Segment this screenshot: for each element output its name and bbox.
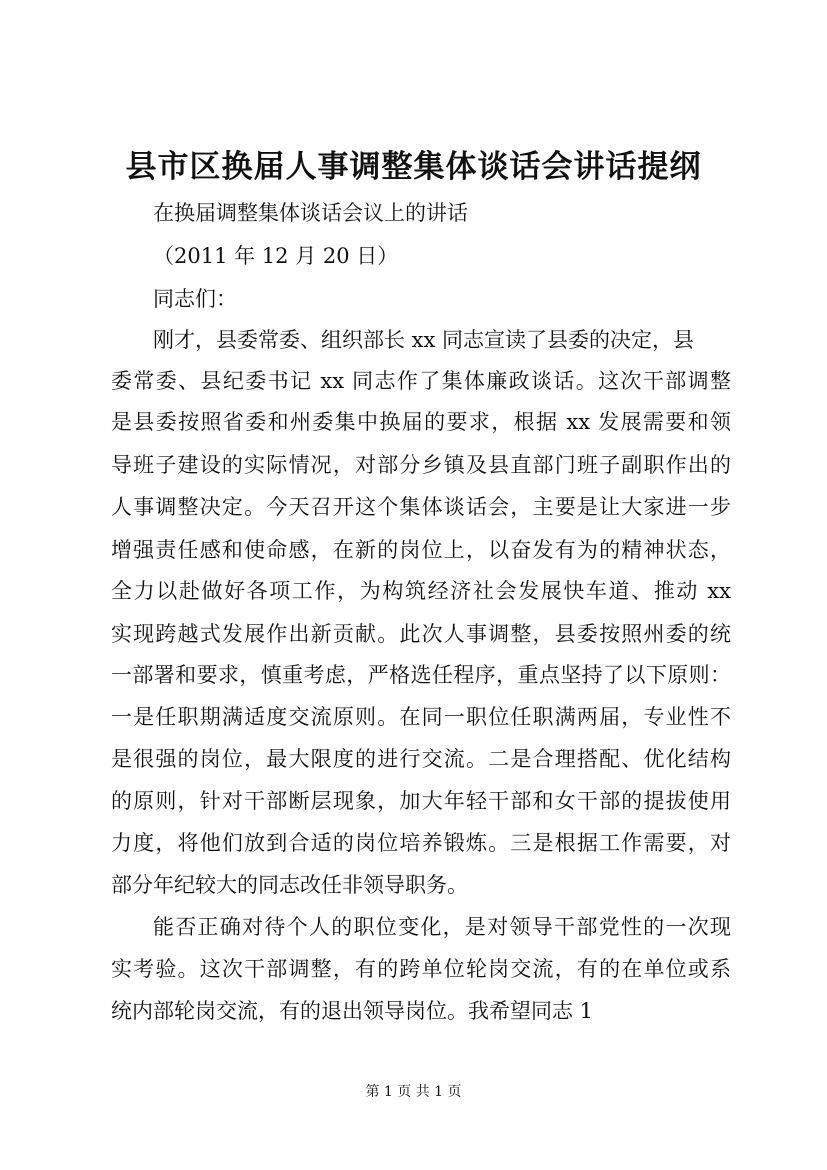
paragraph-line: 人事调整决定。今天召开这个集体谈话会，主要是让大家进一步: [111, 495, 731, 519]
paragraph-line: 导班子建设的实际情况，对部分乡镇及县直部门班子副职作出的: [111, 453, 731, 477]
paragraph-line: 实现跨越式发展作出新贡献。此次人事调整，县委按照州委的统: [111, 622, 731, 646]
document-title: 县市区换届人事调整集体谈话会讲话提纲: [125, 149, 702, 185]
paragraph-line: 全力以赴做好各项工作，为构筑经济社会发展快车道、推动 xx: [111, 579, 731, 603]
paragraph-line: 的原则，针对干部断层现象，加大年轻干部和女干部的提拔使用: [111, 789, 731, 813]
paragraph-line: 能否正确对待个人的职位变化，是对领导干部党性的一次现: [153, 915, 731, 939]
paragraph-line: 是很强的岗位，最大限度的进行交流。二是合理搭配、优化结构: [111, 747, 731, 771]
paragraph-line: 统内部轮岗交流，有的退出领导岗位。我希望同志 1: [111, 999, 594, 1023]
page-footer: 第 1 页 共 1 页: [365, 1084, 462, 1100]
paragraph-line: 委常委、县纪委书记 xx 同志作了集体廉政谈话。这次干部调整: [111, 369, 731, 393]
paragraph-line: 一部署和要求，慎重考虑，严格选任程序，重点坚持了以下原则：: [111, 663, 731, 687]
date-line: （2011 年 12 月 20 日）: [153, 244, 399, 268]
paragraph-line: 增强责任感和使命感，在新的岗位上，以奋发有为的精神状态，: [111, 538, 731, 562]
subtitle: 在换届调整集体谈话会议上的讲话: [153, 201, 468, 225]
paragraph-line: 力度，将他们放到合适的岗位培养锻炼。三是根据工作需要，对: [111, 831, 731, 855]
paragraph-line: 部分年纪较大的同志改任非领导职务。: [111, 873, 468, 897]
paragraph-line: 一是任职期满适度交流原则。在同一职位任职满两届，专业性不: [111, 705, 731, 729]
paragraph-line: 实考验。这次干部调整，有的跨单位轮岗交流，有的在单位或系: [111, 957, 731, 981]
paragraph-line: 刚才，县委常委、组织部长 xx 同志宣读了县委的决定，县: [153, 328, 695, 352]
salutation: 同志们：: [153, 287, 237, 311]
paragraph-line: 是县委按照省委和州委集中换届的要求，根据 xx 发展需要和领: [111, 410, 731, 434]
